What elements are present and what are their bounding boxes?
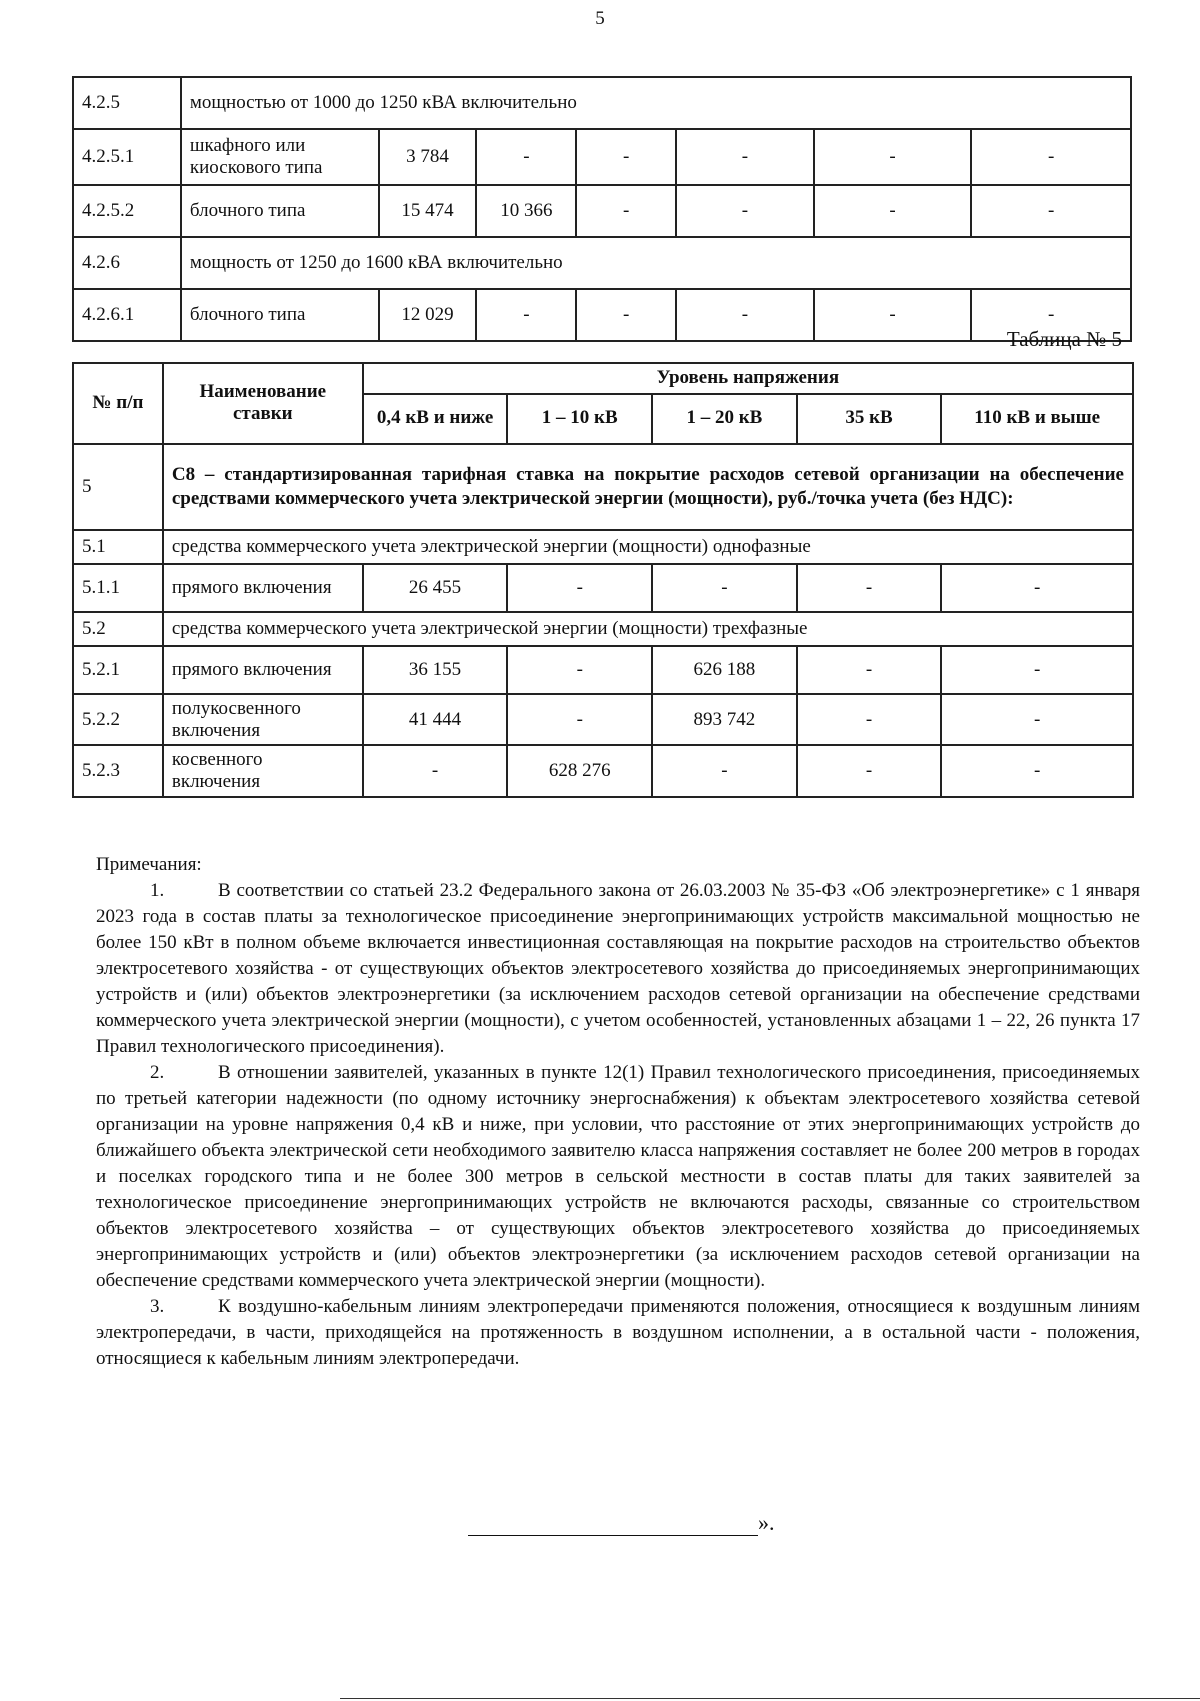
section-label: С8 – стандартизированная тарифная ставка на покрытие расходов сетевой организации на обеспечение средствами коммерческого учета электрической энергии (мощности), руб./точка учета (без НДС): <box>163 444 1133 530</box>
value-cell: - <box>797 564 942 612</box>
row-label: блочного типа <box>181 185 379 237</box>
value-cell: - <box>814 185 972 237</box>
header-voltage-level: 35 кВ <box>797 394 942 444</box>
value-cell: - <box>814 289 972 341</box>
closing-mark <box>468 1510 775 1536</box>
note-text: К воздушно-кабельным линиям электропередачи применяются положения, относящиеся к воздушным линиям электропередачи, в части, приходящейся на протяженность в воздушном исполнении, а в остальной части - положения, относящиеся к кабельным линиям электропередачи. <box>96 1296 1140 1369</box>
header-num: № п/п <box>73 363 163 444</box>
value-cell: 26 455 <box>363 564 508 612</box>
header-voltage-level: 1 – 20 кВ <box>652 394 797 444</box>
row-number: 4.2.5.1 <box>73 129 181 185</box>
value-cell: 893 742 <box>652 694 797 746</box>
row-label: косвенного включения <box>163 745 363 797</box>
note-number: 1. <box>150 880 165 901</box>
header-voltage-level: 110 кВ и выше <box>941 394 1133 444</box>
table-row <box>73 694 1133 746</box>
row-label: шкафного или киоскового типа <box>181 129 379 185</box>
value-cell: - <box>941 564 1133 612</box>
page-number: 5 <box>595 8 605 29</box>
table-row <box>73 646 1133 694</box>
group-row <box>73 77 1131 129</box>
group-row <box>73 612 1133 646</box>
header-voltage-group: Уровень напряжения <box>363 363 1133 394</box>
notes-heading: Примечания: <box>96 854 202 875</box>
footer-rule <box>340 1698 1200 1699</box>
row-number: 5 <box>73 444 163 530</box>
group-label: средства коммерческого учета электрической энергии (мощности) однофазные <box>163 530 1133 564</box>
closing-quote: ». <box>758 1510 775 1535</box>
section-row <box>73 444 1133 530</box>
note-item <box>96 1060 1140 1294</box>
row-number: 5.2 <box>73 612 163 646</box>
note-number: 2. <box>150 1062 165 1083</box>
table-row <box>73 745 1133 797</box>
value-cell: - <box>941 745 1133 797</box>
value-cell: - <box>797 745 942 797</box>
notes-section <box>96 852 1140 1372</box>
table-row <box>73 564 1133 612</box>
group-label: средства коммерческого учета электрической энергии (мощности) трехфазные <box>163 612 1133 646</box>
value-cell: - <box>971 129 1131 185</box>
row-number: 5.2.3 <box>73 745 163 797</box>
row-number: 4.2.5.2 <box>73 185 181 237</box>
closing-underline <box>468 1517 758 1536</box>
value-cell: 626 188 <box>652 646 797 694</box>
header-voltage-level: 0,4 кВ и ниже <box>363 394 508 444</box>
value-cell: 628 276 <box>507 745 652 797</box>
value-cell: - <box>576 129 676 185</box>
note-text: В отношении заявителей, указанных в пункте 12(1) Правил технологического присоединения, присоединяемых по третьей категории надежности (по одному источнику энергоснабжения) к объектам электросетевого хозяйства сетевой организации на уровне напряжения 0,4 кВ и ниже, при условии, что расстояние от этих энергопринимающих устройств до ближайшего объекта электрической сети необходимого заявителю класса напряжения составляет не более 200 метров в городах и поселках городского типа и не более 300 метров в сельской местности в состав платы для таких заявителей за технологическое присоединение энергопринимающих устройств не включаются расходы, связанные со строительством объектов электросетевого хозяйства – от существующих объектов электросетевого хозяйства до присоединяемых энергопринимающих устройств и (или) объектов электроэнергетики (за исключением расходов сетевой организации на обеспечение средствами коммерческого учета электрической энергии (мощности). <box>96 1062 1140 1291</box>
value-cell: - <box>576 289 676 341</box>
row-number: 5.1 <box>73 530 163 564</box>
row-number: 4.2.6 <box>73 237 181 289</box>
table-5-body <box>73 444 1133 797</box>
value-cell: - <box>676 129 814 185</box>
table-5 <box>72 362 1134 798</box>
row-number: 4.2.6.1 <box>73 289 181 341</box>
table-row <box>73 129 1131 185</box>
value-cell: - <box>676 289 814 341</box>
value-cell: - <box>507 646 652 694</box>
table-4-body <box>73 77 1131 341</box>
value-cell: - <box>941 694 1133 746</box>
header-name: Наименование ставки <box>163 363 363 444</box>
table-row <box>73 185 1131 237</box>
row-label: прямого включения <box>163 564 363 612</box>
header-voltage-level: 1 – 10 кВ <box>507 394 652 444</box>
value-cell: 3 784 <box>379 129 477 185</box>
table-4-continuation <box>72 76 1132 342</box>
group-row <box>73 237 1131 289</box>
value-cell: - <box>652 564 797 612</box>
value-cell: - <box>676 185 814 237</box>
note-item <box>96 878 1140 1060</box>
note-number: 3. <box>150 1296 165 1317</box>
value-cell: 12 029 <box>379 289 477 341</box>
value-cell: - <box>576 185 676 237</box>
table-row <box>73 289 1131 341</box>
value-cell: - <box>507 694 652 746</box>
group-row <box>73 530 1133 564</box>
value-cell: 41 444 <box>363 694 508 746</box>
value-cell: 10 366 <box>476 185 576 237</box>
value-cell: - <box>797 646 942 694</box>
value-cell: - <box>814 129 972 185</box>
value-cell: - <box>363 745 508 797</box>
value-cell: 36 155 <box>363 646 508 694</box>
value-cell: - <box>941 646 1133 694</box>
value-cell: - <box>476 289 576 341</box>
value-cell: - <box>971 185 1131 237</box>
row-label: полукосвенного включения <box>163 694 363 746</box>
value-cell: 15 474 <box>379 185 477 237</box>
group-label: мощность от 1250 до 1600 кВА включительно <box>181 237 1131 289</box>
row-number: 5.2.1 <box>73 646 163 694</box>
note-item <box>96 1294 1140 1372</box>
row-number: 5.2.2 <box>73 694 163 746</box>
row-label: прямого включения <box>163 646 363 694</box>
table-5-caption: Таблица № 5 <box>1006 327 1122 351</box>
value-cell: - <box>652 745 797 797</box>
note-text: В соответствии со статьей 23.2 Федерального закона от 26.03.2003 № 35-ФЗ «Об электроэнергетике» с 1 января 2023 года в состав платы за технологическое присоединение энергопринимающих устройств максимальной мощностью не более 150 кВт в полном объеме включается инвестиционная составляющая на покрытие расходов на строительство объектов электросетевого хозяйства - от существующих объектов электросетевого хозяйства до присоединяемых энергопринимающих устройств и (или) объектов электроэнергетики (за исключением расходов сетевой организации на обеспечение средствами коммерческого учета электрической энергии (мощности), с учетом особенностей, установленных абзацами 1 – 22, 26 пункта 17 Правил технологического присоединения). <box>96 880 1140 1057</box>
group-label: мощностью от 1000 до 1250 кВА включительно <box>181 77 1131 129</box>
row-number: 5.1.1 <box>73 564 163 612</box>
value-cell: - <box>507 564 652 612</box>
row-label: блочного типа <box>181 289 379 341</box>
value-cell: - <box>797 694 942 746</box>
value-cell: - <box>476 129 576 185</box>
value-cell: - <box>971 289 1131 341</box>
row-number: 4.2.5 <box>73 77 181 129</box>
